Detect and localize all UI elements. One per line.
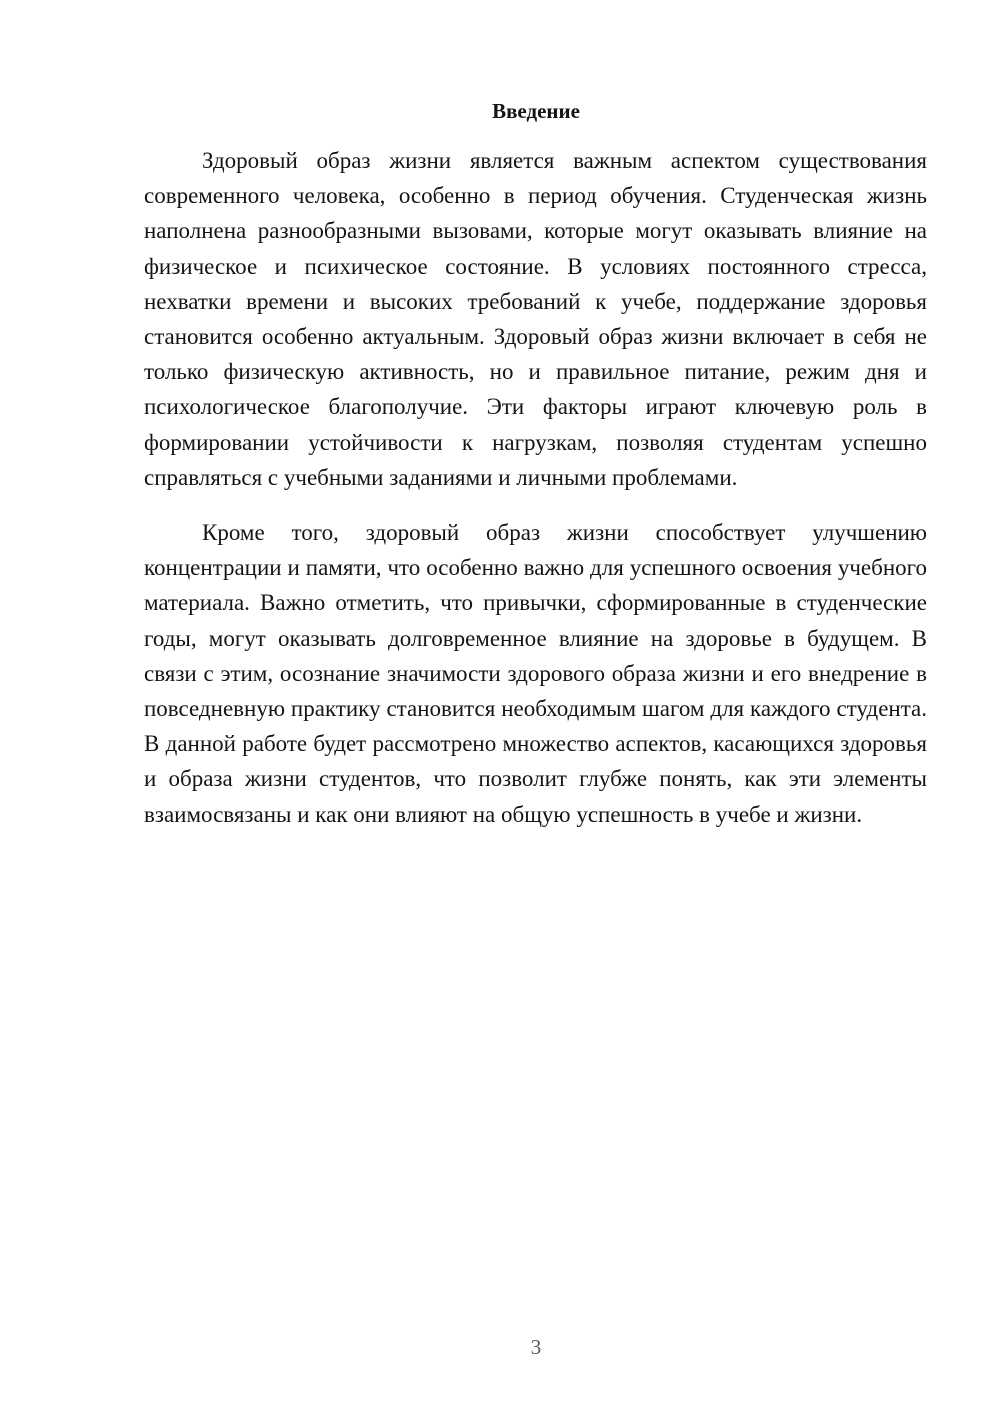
paragraph-1: Здоровый образ жизни является важным аспектом существования современного человека, особенно в период обучения. Студенческая жизнь наполнена разнообразными вызовами, которые могут оказывать влияние на физическое и психическое состояние. В условиях постоянного стресса, нехватки времени и высоких требований к учебе, поддержание здоровья становится особенно актуальным. Здоровый образ жизни включает в себя не только физическую активность, но и правильное питание, режим дня и психологическое благополучие. Эти факторы играют ключевую роль в формировании устойчивости к нагрузкам, позволяя студентам успешно справляться с учебными заданиями и личными проблемами. — [144, 148, 927, 490]
body-text — [144, 143, 927, 832]
section-title: Введение — [492, 99, 580, 123]
paragraph-2: Кроме того, здоровый образ жизни способствует улучшению концентрации и памяти, что особенно важно для успешного освоения учебного материала. Важно отметить, что привычки, сформированные в студенческие годы, могут оказывать долговременное влияние на здоровье в будущем. В связи с этим, осознание значимости здорового образа жизни и его внедрение в повседневную практику становится необходимым шагом для каждого студента. В данной работе будет рассмотрено множество аспектов, касающихся здоровья и образа жизни студентов, что позволит глубже понять, как эти элементы взаимосвязаны и как они влияют на общую успешность в учебе и жизни. — [144, 520, 927, 827]
page-number: 3 — [530, 1335, 542, 1359]
